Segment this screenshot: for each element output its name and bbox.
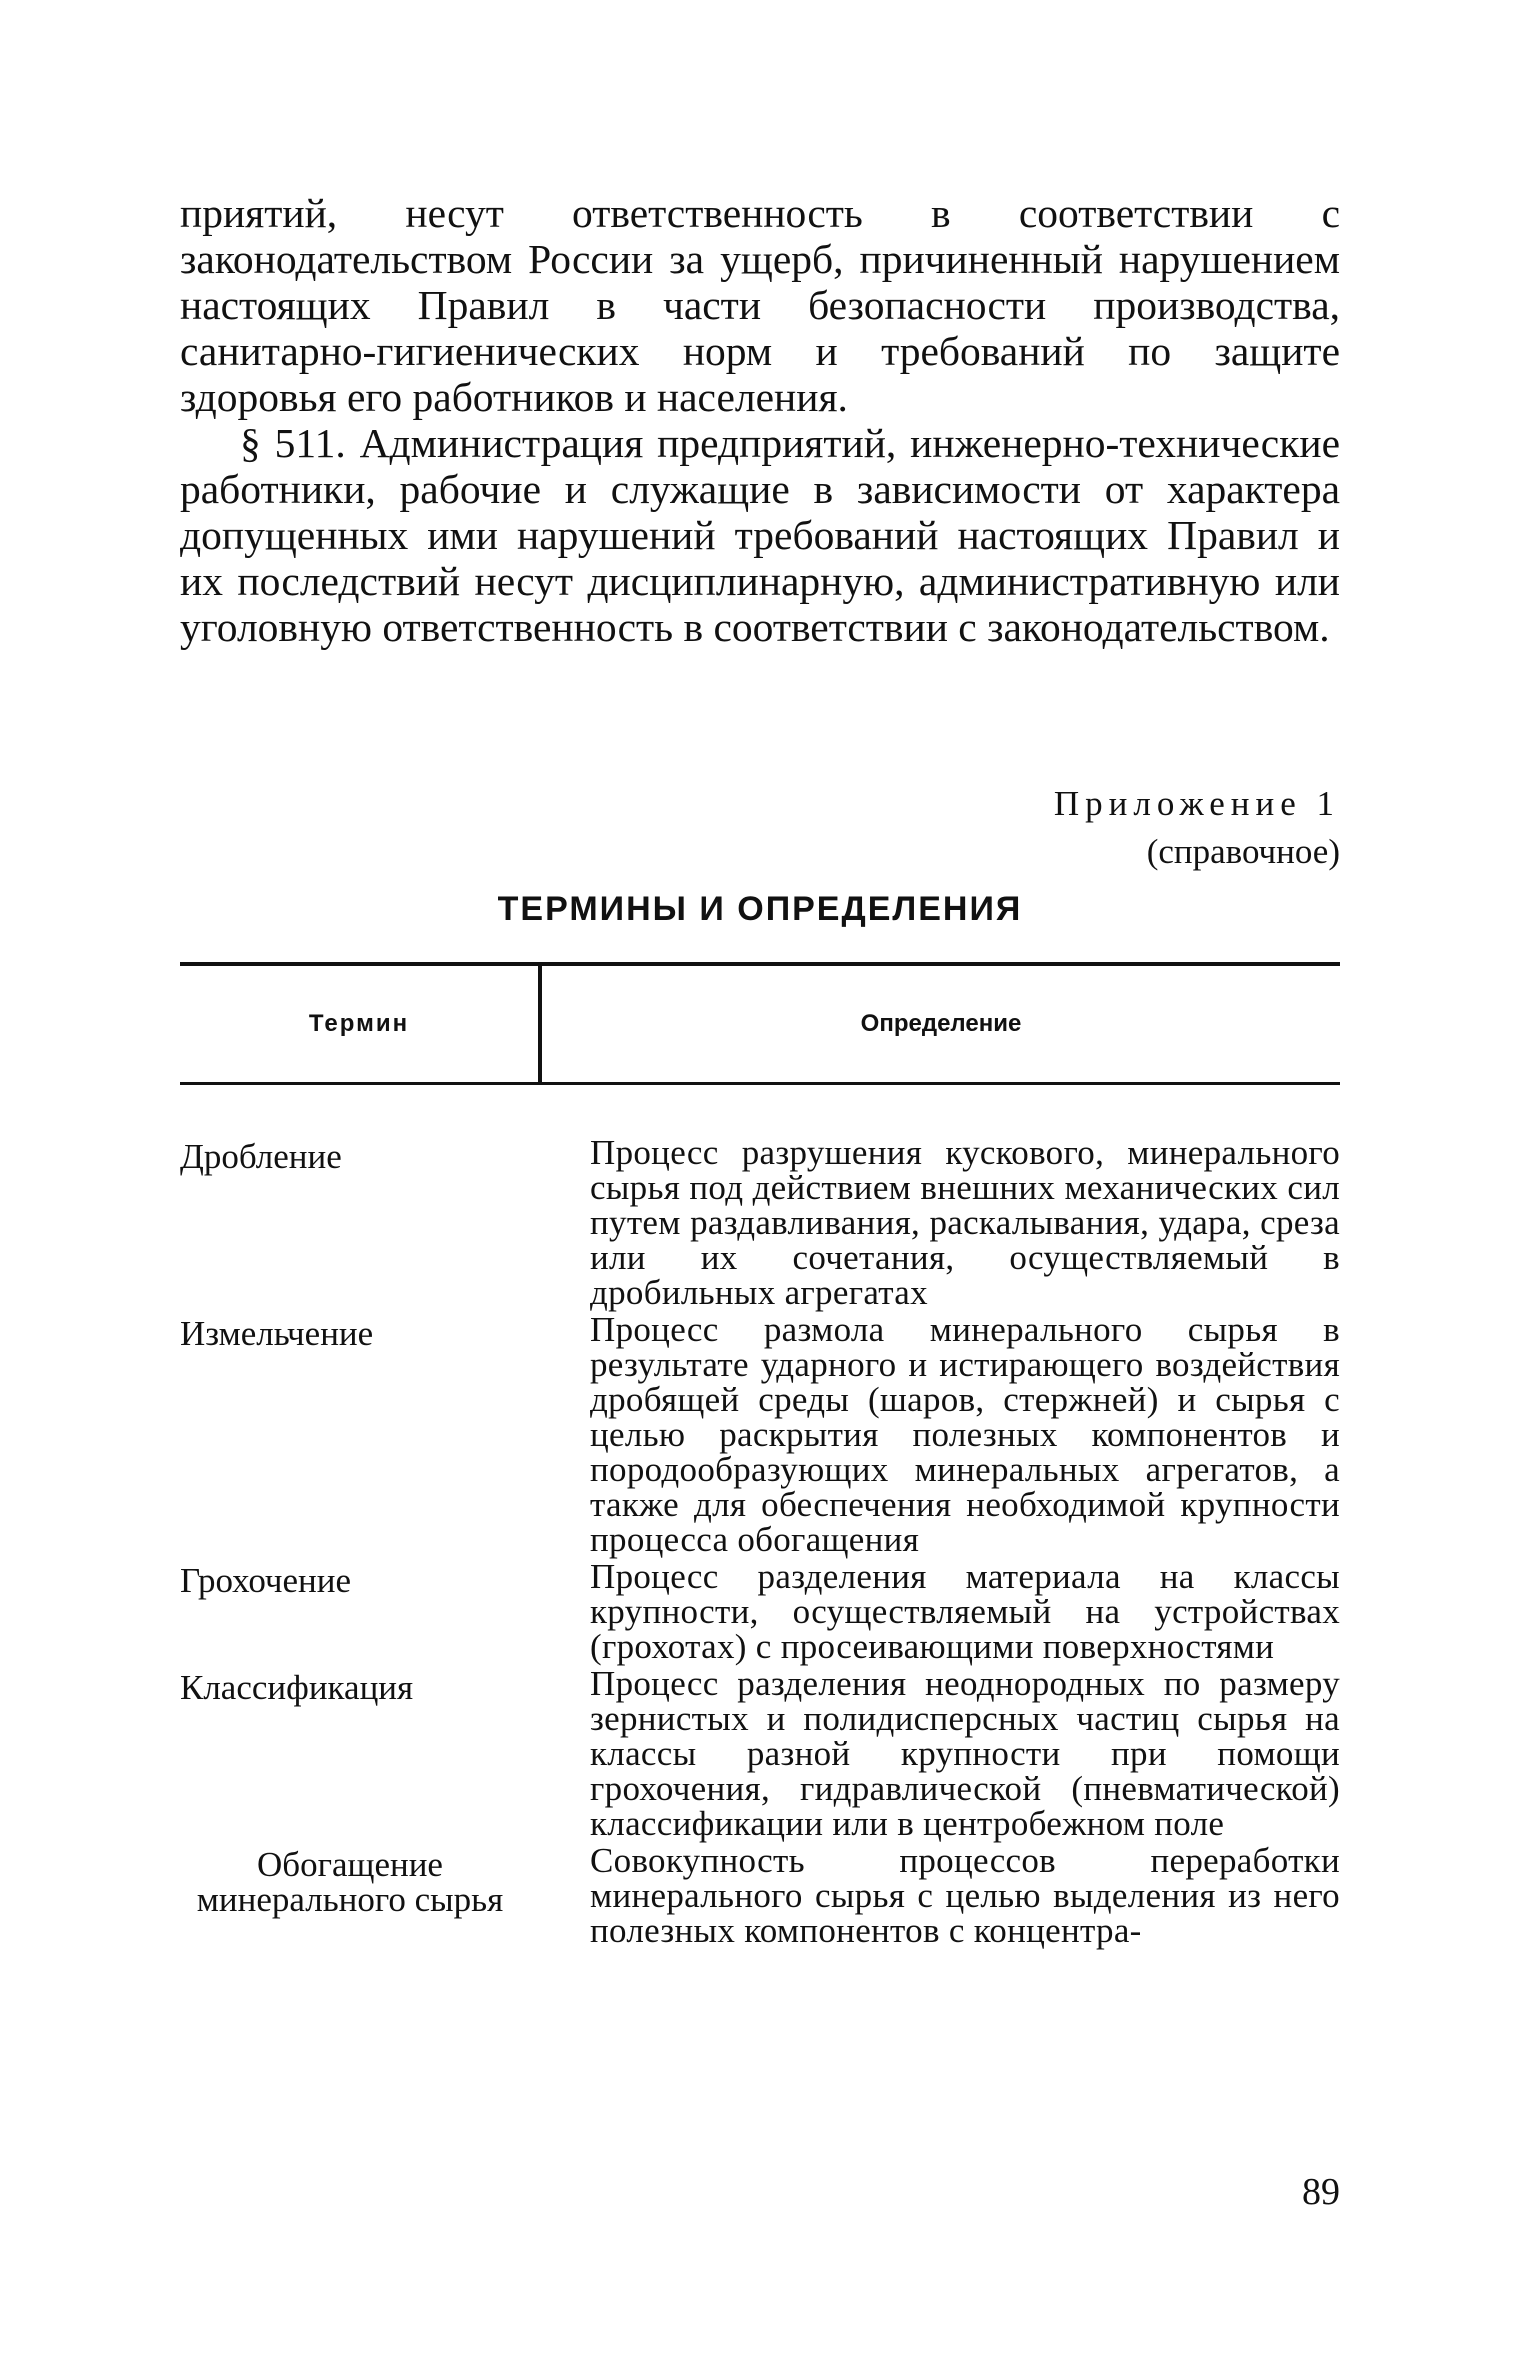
- document-page: [180, 190, 1340, 2213]
- term-cell: Обогащение минерального сырья: [196, 1845, 504, 1919]
- table-header-term: Термин: [180, 966, 542, 1082]
- definition-cell: Процесс размола минерального сырья в результате ударного и истирающего воздействия дробящей среды (шаров, стержней) и сырья с целью раскрытия полезных компонентов и породообразующих минеральных агрегатов, а также для обеспечения необходимой крупности процесса обогащения: [590, 1310, 1340, 1559]
- appendix-header: [1054, 780, 1340, 876]
- body-paragraph-2: § 511. Администрация предприятий, инженерно-технические работники, рабочие и служащие в зависимости от характера допущенных ими нарушений требований настоящих Правил и их последствий несут дисциплинарную, административную или уголовную ответственность в соответствии с законодательством.: [180, 420, 1340, 650]
- table-row: [180, 1666, 1340, 1841]
- term-cell: Дробление: [180, 1137, 342, 1176]
- page-number: 89: [1302, 2171, 1340, 2213]
- term-cell: Грохочение: [180, 1561, 352, 1600]
- table-row: [180, 1312, 1340, 1557]
- appendix-note: (справочное): [1146, 832, 1340, 871]
- table-header-definition: Определение: [860, 1010, 1022, 1037]
- definition-cell: Совокупность процессов переработки минерального сырья с целью выделения из него полезных компонентов с концентра-: [590, 1841, 1340, 1950]
- appendix-label: Приложение 1: [1053, 784, 1340, 823]
- section-title: ТЕРМИНЫ И ОПРЕДЕЛЕНИЯ: [497, 890, 1023, 928]
- definition-cell: Процесс разрушения кускового, минерального сырья под действием внешних механических сил путем раздавливания, раскалывания, удара, среза или их сочетания, осуществляемый в дробильных агрегатах: [590, 1133, 1340, 1312]
- terms-table-body: [180, 1135, 1340, 1950]
- table-row: [180, 1843, 1340, 1948]
- term-cell: Измельчение: [180, 1314, 374, 1353]
- definition-cell: Процесс разделения материала на классы крупности, осуществляемый на устройствах (грохотах) с просеивающими поверхностями: [590, 1557, 1340, 1666]
- table-row: [180, 1135, 1340, 1310]
- table-row: [180, 1559, 1340, 1664]
- table-header: [180, 962, 1340, 1085]
- definition-cell: Процесс разделения неоднородных по размеру зернистых и полидисперсных частиц сырья на классы разной крупности при помощи грохочения, гидравлической (пневматической) классификации или в центробежном поле: [590, 1664, 1340, 1843]
- term-cell: Классификация: [180, 1668, 414, 1707]
- body-paragraph-1: приятий, несут ответственность в соответствии с законодательством России за ущерб, причиненный нарушением настоящих Правил в части безопасности производства, санитарно-гигиенических норм и требований по защите здоровья его работников и населения.: [180, 190, 1340, 420]
